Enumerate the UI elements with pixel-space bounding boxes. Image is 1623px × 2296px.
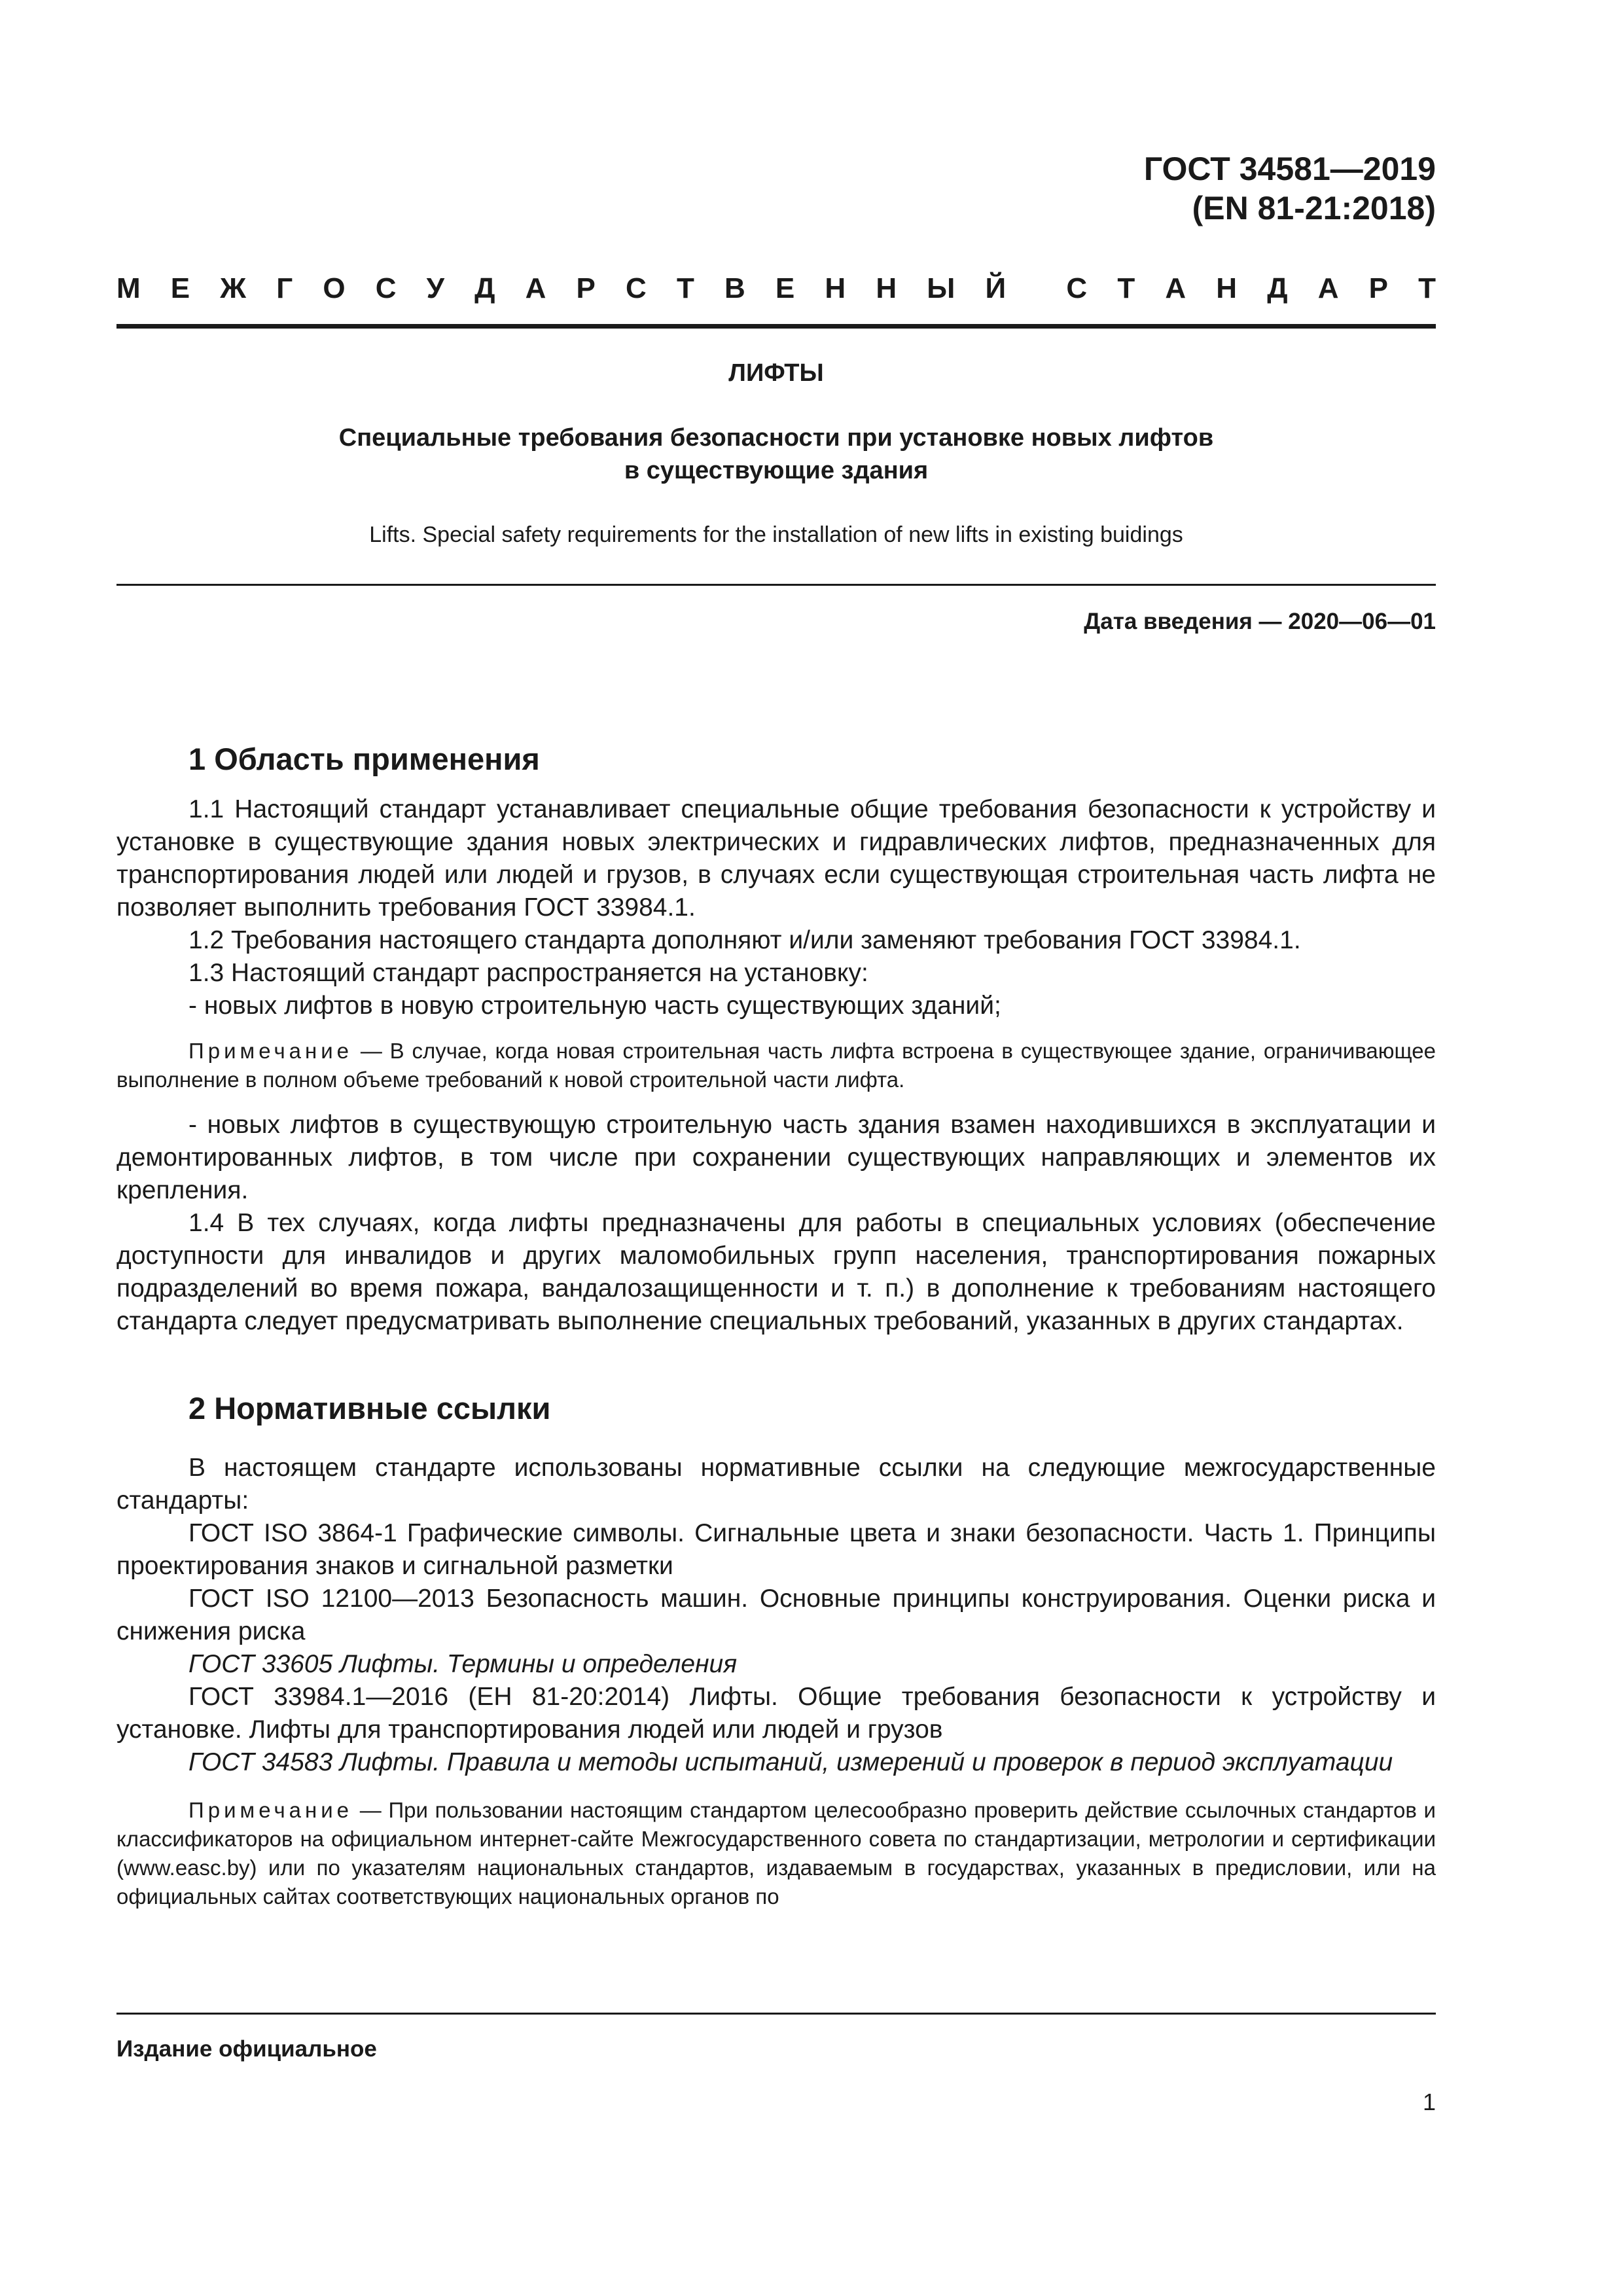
reference-item: ГОСТ 34583 Лифты. Правила и методы испытаний, измерений и проверок в период эксплуатации	[188, 1748, 1393, 1776]
introduction-date: Дата введения — 2020—06—01	[1084, 609, 1436, 634]
banner-letter: С	[1066, 272, 1088, 304]
banner-letter: Ы	[927, 272, 955, 304]
clause-1-4: 1.4 В тех случаях, когда лифты предназначены для работы в специальных условиях (обеспечение доступности для инвалидов и других маломобильных групп населения, транспортирования пожарных подразделений во время пожара, вандалозащищенности и т. п.) в дополнение к требованиям настоящего стандарта следует предусматривать выполнение специальных требований, указанных в других стандартах.	[116, 1209, 1436, 1335]
interstate-standard-banner	[116, 271, 1436, 306]
section-1-note	[116, 1037, 1436, 1094]
banner-letter: Т	[676, 272, 694, 304]
banner-letter: Й	[985, 272, 1007, 304]
banner-letter: А	[525, 272, 546, 304]
banner-letter: С	[375, 272, 397, 304]
document-body	[116, 740, 1436, 1911]
banner-letter: У	[426, 272, 444, 304]
banner-letter: А	[1165, 272, 1186, 304]
section-2-intro: В настоящем стандарте использованы нормативные ссылки на следующие межгосударственные стандарты:	[116, 1454, 1436, 1515]
section-2-heading: 2 Нормативные ссылки	[188, 1391, 551, 1426]
banner-letter: Н	[1216, 272, 1238, 304]
banner-letter: Н	[825, 272, 846, 304]
banner-letter: Р	[576, 272, 596, 304]
clause-1-3-item-1: - новых лифтов в новую строительную часть существующих зданий;	[188, 992, 1001, 1020]
reference-item: ГОСТ 33605 Лифты. Термины и определения	[188, 1650, 738, 1678]
banner-letter: Д	[1267, 272, 1288, 304]
banner-letter: М	[116, 272, 141, 304]
standard-designation	[1144, 149, 1436, 228]
banner-letter: Е	[170, 272, 190, 304]
clause-1-2: 1.2 Требования настоящего стандарта дополняют и/или заменяют требования ГОСТ 33984.1.	[188, 926, 1301, 954]
reference-item: ГОСТ ISO 12100—2013 Безопасность машин. Основные принципы конструирования. Оценки риска и снижения риска	[116, 1585, 1436, 1645]
designation-en: (EN 81-21:2018)	[1192, 190, 1436, 226]
banner-letter: А	[1317, 272, 1339, 304]
header-divider-thick	[116, 324, 1436, 329]
page-number: 1	[1422, 2089, 1436, 2115]
subtitle-line-1: Специальные требования безопасности при установке новых лифтов	[338, 424, 1214, 452]
english-title: Lifts. Special safety requirements for the installation of new lifts in existing buidings	[369, 522, 1183, 547]
document-page	[116, 0, 1436, 2296]
clause-1-3-item-2: - новых лифтов в существующую строительную часть здания взамен находившихся в эксплуатации и демонтированных лифтов, в том числе при сохранении существующих направляющих и элементов их крепления.	[116, 1111, 1436, 1204]
subtitle-line-2: в существующие здания	[624, 457, 929, 484]
title-divider	[116, 584, 1436, 586]
clause-1-3: 1.3 Настоящий стандарт распространяется на установку:	[188, 959, 868, 987]
section-2-note	[116, 1796, 1436, 1911]
reference-item: ГОСТ ISO 3864-1 Графические символы. Сигнальные цвета и знаки безопасности. Часть 1. Принципы проектирования знаков и сигнальной разметки	[116, 1519, 1436, 1580]
document-subtitle	[116, 422, 1436, 487]
note-label: Примечание	[188, 1039, 353, 1063]
note-text: — В случае, когда новая строительная часть лифта встроена в существующее здание, ограничивающее выполнение в полном объеме требований к новой строительной части лифта.	[116, 1039, 1436, 1092]
footer-divider	[116, 2013, 1436, 2015]
banner-letter: О	[323, 272, 346, 304]
banner-letter: Т	[1418, 272, 1436, 304]
designation-gost: ГОСТ 34581—2019	[1143, 151, 1436, 187]
banner-letter: Г	[276, 272, 293, 304]
note-label: Примечание	[188, 1798, 353, 1822]
document-title: ЛИФТЫ	[728, 359, 824, 387]
banner-letter: Ж	[220, 272, 247, 304]
banner-letter: Н	[876, 272, 897, 304]
note-text: — При пользовании настоящим стандартом целесообразно проверить действие ссылочных стандартов и классификаторов на официальном интернет-сайте Межгосударственного совета по стандартизации, метрологии и сертификации (www.easc.by) или по указателям национальных стандартов, издаваемым в государствах, указанных в предисловии, или на официальных сайтах соответствующих национальных органов по	[116, 1798, 1436, 1909]
banner-letter: Д	[474, 272, 495, 304]
clause-1-1: 1.1 Настоящий стандарт устанавливает специальные общие требования безопасности к устройству и установке в существующие здания новых электрических и гидравлических лифтов, предназначенных для транспортирования людей или людей и грузов, в случаях если существующая строительная часть лифта не позволяет выполнить требования ГОСТ 33984.1.	[116, 795, 1436, 922]
banner-letter: Р	[1368, 272, 1388, 304]
section-1-heading: 1 Область применения	[188, 742, 540, 776]
banner-letter: Т	[1117, 272, 1135, 304]
reference-item: ГОСТ 33984.1—2016 (EH 81-20:2014) Лифты. Общие требования безопасности к устройству и установке. Лифты для транспортирования людей или людей и грузов	[116, 1683, 1436, 1744]
banner-letter: В	[724, 272, 745, 304]
banner-letter: Е	[775, 272, 795, 304]
edition-label: Издание официальное	[116, 2036, 377, 2062]
banner-letter: С	[626, 272, 647, 304]
